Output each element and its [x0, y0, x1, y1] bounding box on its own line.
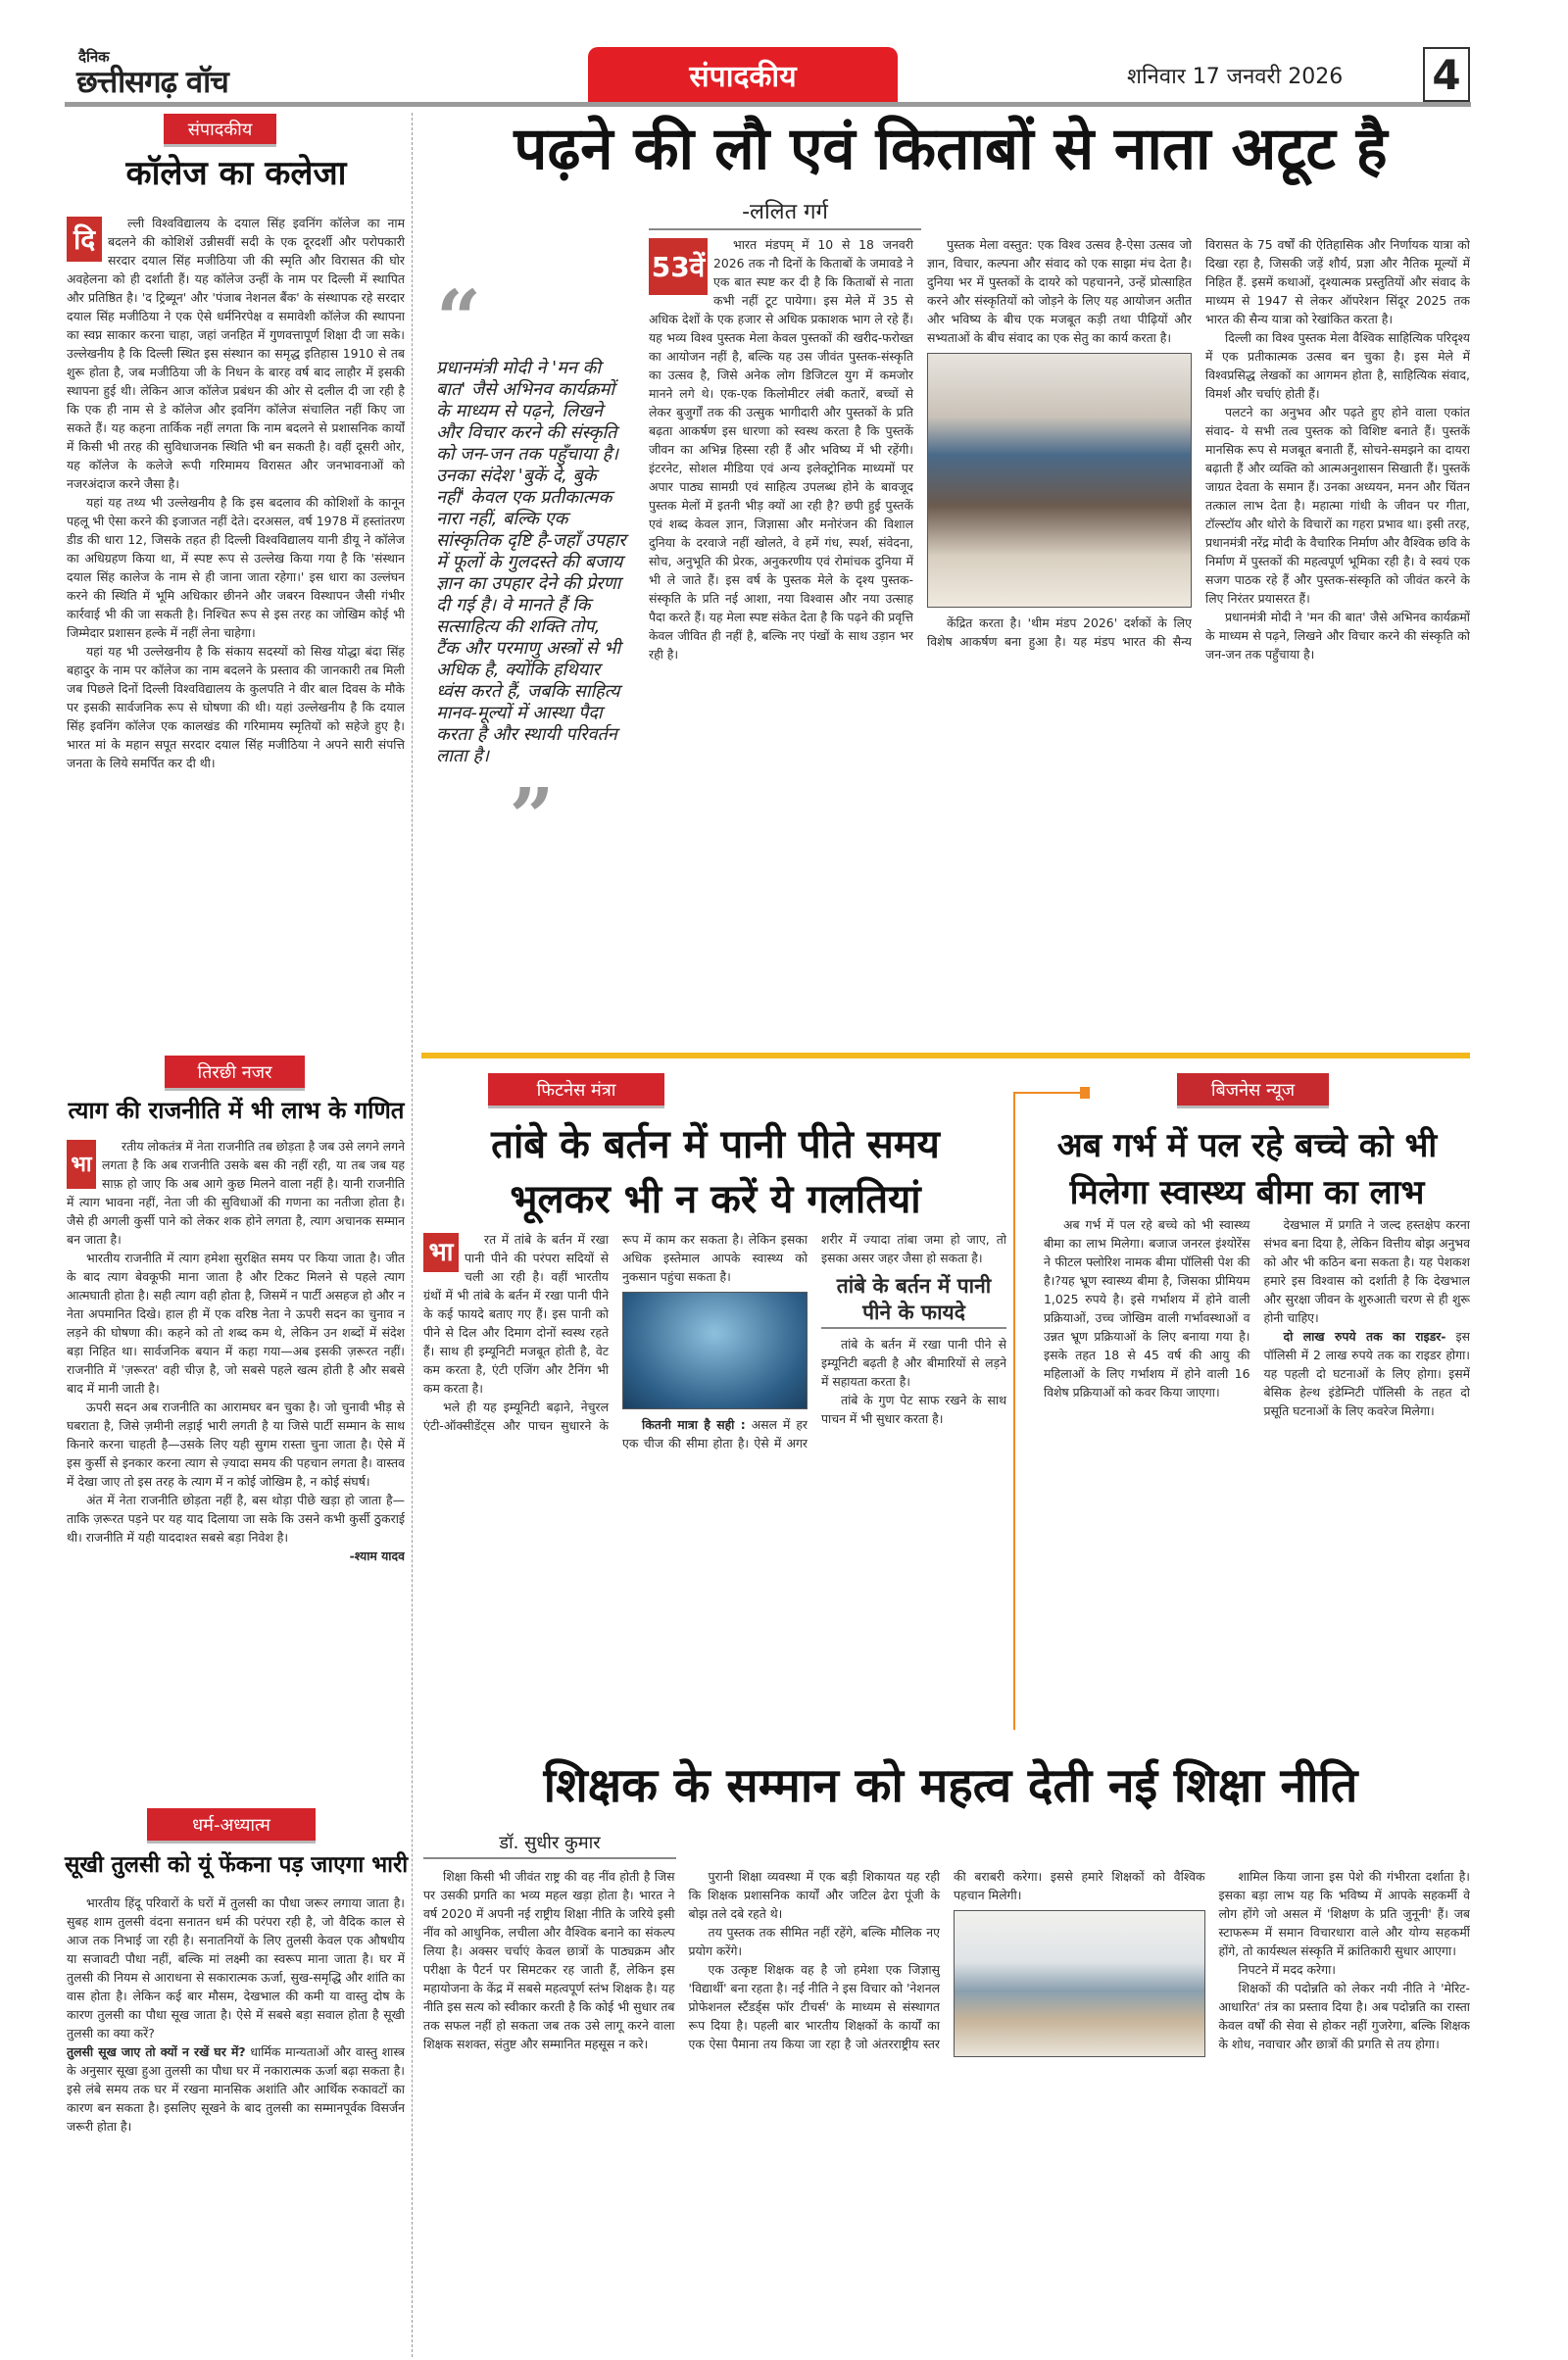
- paragraph: निपटने में मदद करेगा।: [1238, 1962, 1337, 1977]
- paragraph: प्रधानमंत्री मोदी ने 'मन की बात' जैसे अभिनव कार्यक्रमों के माध्यम से पढ़ने, लिखने और विचार करने की संस्कृति को जन-जन तक पहुँचाया है।: [1205, 610, 1470, 662]
- drop-cap: भा: [423, 1233, 459, 1272]
- lead-body: [649, 235, 1470, 1044]
- politics-headline-text: त्याग की राजनीति में भी लाभ के गणित: [68, 1097, 405, 1124]
- page-number: 4: [1423, 47, 1470, 102]
- education-headline-text: शिक्षक के सम्मान को महत्व देती नई शिक्षा नीति: [543, 1758, 1358, 1813]
- drop-cap: 53वें: [649, 238, 708, 295]
- fitness-box-title: तांबे के बर्तन में पानी पीने के फायदे: [821, 1273, 1006, 1329]
- pull-quote: [436, 279, 627, 846]
- editorial-headline-text: कॉलेज का कलेजा: [125, 154, 347, 193]
- business-label: बिजनेस न्यूज: [1177, 1073, 1329, 1108]
- paragraph: ऊपरी सदन अब राजनीति का आरामघर बन चुका है। जो चुनावी भीड़ से घबराता है, जिसे ज़मीनी लड़ाई भारी लगती है या जिसे पार्टी सम्मान के साथ किनारे करना चाहती है—उसके लिए यही सुगम रास्ता चुना जाता है। ऐसे में इस कुर्सी से इनकार करना त्याग से ज़्यादा समय की पहचान लगता है। वास्तव में देखा जाए तो इस तरह के त्याग में न कोई जोखिम है, न कोई संघर्ष।: [67, 1400, 405, 1489]
- fitness-headline-line2-text: भूलकर भी न करें ये गलतियां: [510, 1177, 921, 1222]
- fitness-subhead: कितनी मात्रा है सही :: [642, 1417, 746, 1432]
- fitness-body: [423, 1230, 1006, 1730]
- business-headline: [1024, 1122, 1470, 1216]
- business-headline-line2: [1024, 1169, 1470, 1216]
- masthead-rule: [65, 102, 1471, 107]
- paragraph: यहां यह भी उल्लेखनीय है कि संकाय सदस्यों को सिख योद्धा बंदा सिंह बहादुर के नाम पर कॉलेज का नाम बदलने के प्रस्ताव की जानकारी तब मिली जब पिछले दिनों दिल्ली विश्वविद्यालय के कुलपति ने वीर बाल दिवस के मौके पर इसकी सार्वजनिक रूप से घोषणा की थी। यहां उल्लेखनीय है कि दयाल सिंह इवनिंग कॉलेज एक कालखंड की गरिमामय स्मृतियों को सहेजे हुए है। भारत मां के महान सपूत सरदार दयाल सिंह मजीठिया ने अपने सारी संपत्ति जनता के लिये समर्पित कर दी थी।: [67, 644, 405, 770]
- fitness-headline-line2: [421, 1172, 1009, 1227]
- lead-author: -ललित गर्ग: [649, 196, 921, 230]
- paragraph: रतीय लोकतंत्र में नेता राजनीति तब छोड़ता है जब उसे लगने लगने लगता है कि अब राजनीति उसके बस की नहीं रही, या तब जब यह साफ़ हो जाए कि अब आगे कुछ मिलने वाला नहीं है। यानी राजनीति में त्याग भावना नहीं, नेता जी की सुविधाओं की गणना का नतीजा होता है। जैसे ही अगली कुर्सी पाने को लेकर शक होने लगता है, त्याग अचानक सम्मान बन जाता है।: [67, 1139, 405, 1247]
- classroom-photo: [954, 1910, 1205, 2057]
- fitness-subhead-text: असल में हर एक चीज की सीमा होता है। ऐसे में अगर शरीर में ज्यादा तांबा जमा हो जाए, तो इसका असर जहर जैसा हो सकता है।: [622, 1232, 1006, 1450]
- politics-label: तिरछी नजर: [165, 1056, 305, 1091]
- business-subhead-text: इस पॉलिसी में 2 लाख रुपये तक का राइडर होगा। यह पहली दो घटनाओं के लिए होगा। इसमें बेसिक हेल्थ इंडेम्निटी पॉलिसी के तहत दो प्रसूति घटनाओं के लिए कवरेज मिलेगा।: [1263, 1329, 1470, 1418]
- paragraph: भले ही यह इम्यूनिटी बढ़ाने, नेचुरल एंटी-ऑक्सीडेंट्स और पाचन सुधारने के रूप में काम कर सकता है। लेकिन इसका अधिक इस्तेमाल आपके स्वास्थ्य को नुकसान पहुंचा सकता है।: [423, 1232, 808, 1433]
- section-tab: संपादकीय: [588, 47, 898, 103]
- paragraph: अब गर्भ में पल रहे बच्चे को भी स्वास्थ्य बीमा का लाभ मिलेगा। बजाज जनरल इंश्योरेंस ने फीटल फ्लोरिश नामक बीमा पॉलिसी पेश की है।?यह भ्रूण स्वास्थ्य बीमा है, जिसका प्रीमियम 1,025 रुपये है। इसे गर्भाशय में होने वाली प्रक्रियाओं, उच्च जोखिम वाली गर्भावस्थाओं व उन्नत भ्रूण प्रक्रियाओं के लिए बनाया गया है। इसके तहत 18 से 45 वर्ष की आयु की महिलाओं के लिए गर्भाशय में होने वाली 16 विशेष प्रक्रियाओं को कवर किया जाएगा।: [1044, 1217, 1250, 1400]
- editorial-body: [67, 214, 405, 1047]
- copper-bottle-photo: [622, 1292, 808, 1409]
- religion-headline: [65, 1852, 408, 1878]
- newspaper-logo: छत्तीसगढ़ वॉच: [76, 65, 228, 100]
- religion-headline-text: सूखी तुलसी को यूं फेंकना पड़ जाएगा भारी: [65, 1852, 409, 1878]
- education-author: डॉ. सुधीर कुमार: [423, 1831, 676, 1859]
- fitness-headline-line1-text: तांबे के बर्तन में पानी पीते समय: [491, 1122, 940, 1167]
- issue-date: शनिवार 17 जनवरी 2026: [1127, 65, 1344, 89]
- drop-cap: भा: [67, 1140, 96, 1189]
- paragraph: दिल्ली का विश्व पुस्तक मेला वैश्विक साहित्यिक परिदृश्य में एक प्रतीकात्मक उत्सव बन चुका है। इस मेले में विश्वप्रसिद्ध लेखकों का आगमन होता है, साहित्यिक संवाद, विमर्श और चर्चाएं होती हैं।: [1205, 330, 1470, 401]
- paragraph: रत में तांबे के बर्तन में रखा पानी पीने की परंपरा सदियों से चली आ रही है। वहीं भारतीय ग्रंथों में भी तांबे के बर्तन में रखा पानी पीने के कई फायदे बताए गए हैं। इस पानी को पीने से दिल और दिमाग दोनों स्वस्थ रहते हैं। साथ ही इम्यूनिटी मजबूत होती है, वेट कम करता है, एंटी एजिंग और टैनिंग भी कम करता है।: [423, 1232, 609, 1396]
- pull-quote-text: प्रधानमंत्री मोदी ने 'मन की बात' जैसे अभिनव कार्यक्रमों के माध्यम से पढ़ने, लिखने और विचार करने की संस्कृति को जन-जन तक पहुँचाया है। उनका संदेश 'बुकें दे, बुके नहीं' केवल एक प्रतीकात्मक नारा नहीं, बल्कि एक सांस्कृतिक दृष्टि है-जहाँ उपहार में फूलों के गुलदस्ते की बजाय ज्ञान का उपहार देने की प्रेरणा दी गई है। वे मानते हैं कि सत्साहित्य की शक्ति तोप, टैंक और परमाणु अस्त्रों से भी अधिक है, क्योंकि हथियार ध्वंस करते हैं, जबकि साहित्य मानव-मूल्यों में आस्था पैदा करता है और स्थायी परिवर्तन लाता है।: [436, 358, 626, 766]
- paragraph: भारतीय हिंदू परिवारों के घरों में तुलसी का पौधा जरूर लगाया जाता है। सुबह शाम तुलसी वंदना सनातन धर्म की परंपरा रही है, जो वैदिक काल से आज तक निभाई जा रही है। सनातनियों के लिए तुलसी केवल एक औषधीय या सजावटी पौधा नहीं, बल्कि मां लक्ष्मी का स्वरूप माना जाता है। घर में तुलसी की नियम से आराधना से सकारात्मक ऊर्जा, सुख-समृद्धि और शांति का वास होता है। लेकिन कई बार मौसम, देखभाल की कमी या वास्तु दोष के कारण तुलसी का पौधा सूख जाता है। ऐसे में सबसे बड़ा सवाल होता है सूखी तुलसी का क्या करें?: [67, 1895, 405, 2040]
- education-headline: [431, 1759, 1470, 1813]
- paragraph: एक उत्कृष्ट शिक्षक वह है जो हमेशा एक जिज्ञासु 'विद्यार्थी' बना रहता है। नई नीति ने इस विचार को 'नेशनल प्रोफेशनल स्टैंडर्ड्स फॉर टीचर्स' के माध्यम से संस्थागत रूप दिया है। पहली बार भारतीय शिक्षकों के कार्यों का एक ऐसा पैमाना तय किया जा रहा है जो अंतरराष्ट्रीय स्तर की बराबरी करेगा। इससे हमारे शिक्षकों को वैश्विक पहचान मिलेगी।: [688, 1869, 1205, 2051]
- paragraph: तांबे के बर्तन में रखा पानी पीने से इम्यूनिटी बढ़ती है और बीमारियों से लड़ने में सहायता करता है।: [821, 1336, 1006, 1389]
- politics-headline: [65, 1098, 408, 1125]
- business-body: [1044, 1215, 1470, 1730]
- editorial-label: संपादकीय: [164, 114, 276, 147]
- close-quote-icon: ”: [509, 777, 555, 846]
- paragraph: शिक्षकों की पदोन्नति को लेकर नयी नीति ने 'मेरिट-आधारित' तंत्र का प्रस्ताव दिया है। अब पदोन्नति का रास्ता केवल वर्षों की सेवा से होकर नहीं गुजरेगा, बल्कि शिक्षक के शोध, नवाचार और छात्रों की प्रगति से तय होगा।: [1218, 1981, 1470, 2051]
- religion-label: धर्म-अध्यात्म: [147, 1808, 316, 1844]
- divider-marker: [1080, 1087, 1090, 1099]
- paragraph: तय पुस्तक तक सीमित नहीं रहेंगे, बल्कि मौलिक नए प्रयोग करेंगे।: [688, 1925, 940, 1958]
- paragraph: शामिल किया जाना इस पेशे की गंभीरता दर्शाता है। इसका बड़ा लाभ यह कि भविष्य में आपके सहकर्मी वे लोग होंगे जो असल में 'शिक्षण के प्रति जुनूनी' हैं। जब स्टाफरूम में समान विचारधारा वाले और योग्य सहकर्मी होंगे, तो कार्यस्थल संस्कृति में क्रांतिकारी सुधार आएगा।: [1218, 1869, 1470, 1958]
- fitness-headline-line1: [421, 1117, 1009, 1172]
- lead-headline-text: पढ़ने की लौ एवं किताबों से नाता अटूट है: [514, 115, 1388, 183]
- business-headline-line1: [1024, 1122, 1470, 1169]
- business-subhead: दो लाख रुपये तक का राइडर-: [1283, 1329, 1446, 1344]
- paragraph: अंत में नेता राजनीति छोड़ता नहीं है, बस थोड़ा पीछे खड़ा हो जाता है—ताकि ज़रूरत पड़ने पर यह याद दिलाया जा सके कि उसने कभी कुर्सी ठुकराई थी। राजनीति में यही याददाश्त सबसे बड़ा निवेश है।: [67, 1493, 405, 1545]
- drop-cap: दि: [67, 217, 102, 262]
- paragraph: शिक्षा किसी भी जीवंत राष्ट्र की वह नींव होती है जिस पर उसकी प्रगति का भव्य महल खड़ा होता है। भारत ने वर्ष 2020 में अपनी नई राष्ट्रीय शिक्षा नीति के जरिये इसी नींव को आधुनिक, लचीला और वैश्विक बनाने का संकल्प लिया है। अक्सर चर्चाएं केवल छात्रों के पाठ्यक्रम और परीक्षा के पैटर्न पर सिमटकर रह जाती हैं, लेकिन इस महायोजना के केंद्र में सबसे महत्वपूर्ण स्तंभ शिक्षक है। यह नीति इस सत्य को स्वीकार करती है कि कोई भी सुधार तब तक सफल नहीं हो सकता जब तक उसे लागू करने वाला शिक्षक सशक्त, संतुष्ट और सम्मानित महसूस न करे।: [423, 1869, 675, 2051]
- business-headline-line1-text: अब गर्भ में पल रहे बच्चे को भी: [1056, 1126, 1438, 1165]
- religion-subhead: तुलसी सूख जाए तो क्यों न रखें घर में?: [67, 2044, 246, 2059]
- paragraph: तांबे के गुण पेट साफ रखने के साथ पाचन में भी सुधार करता है।: [821, 1392, 1006, 1426]
- open-quote-icon: “: [436, 279, 482, 348]
- politics-body: [67, 1137, 405, 1774]
- divider-arm: [1013, 1092, 1082, 1094]
- paragraph: केंद्रित करता है। 'थीम मंडप 2026' दर्शकों के लिए विशेष आकर्षण बना हुआ है। यह मंडप भारत की सैन्य विरासत के 75 वर्षों की ऐतिहासिक और निर्णायक यात्रा को दिखा रहा है, जिसकी जड़ें शौर्य, प्रज्ञा और नैतिक मूल्यों में निहित हैं. इसमें कथाओं, दृश्यात्मक प्रस्तुतियों और संवाद के माध्यम से 1947 से लेकर ऑपरेशन सिंदूर 2025 तक भारत की सैन्य यात्रा को रेखांकित करता है।: [927, 237, 1470, 649]
- education-body: [423, 1867, 1470, 2357]
- column-divider: [412, 113, 413, 2357]
- paragraph: पुरानी शिक्षा व्यवस्था में एक बड़ी शिकायत यह रही कि शिक्षक प्रशासनिक कार्यों और जटिल ढेरा पूंजी के बोझ तले दबे रहते थे।: [688, 1869, 940, 1921]
- section-divider: [1013, 1093, 1015, 1730]
- paragraph: पलटने का अनुभव और पढ़ते हुए होने वाला एकांत संवाद- ये सभी तत्व पुस्तक को विशिष्ट बनाते हैं। पुस्तकें मानसिक रूप से मजबूत बनाती हैं, सोचने-समझने का दायरा बढ़ाती हैं और व्यक्ति को आत्मअनुशासन सिखाती हैं। पुस्तकें जाग्रत देवता के समान हैं। उनका अध्ययन, मनन और चिंतन तत्काल लाभ देता है। महात्मा गांधी के जीवन पर गीता, टॉल्स्टॉय और थोरो के विचारों का गहरा प्रभाव था। इसी तरह, प्रधानमंत्री नरेंद्र मोदी के वैचारिक निर्माण और वैश्विक छवि के निर्माण में पुस्तकों की महत्वपूर्ण भूमिका रही है। वे स्वयं एक सजग पाठक रहे हैं और पुस्तक-संस्कृति को जीवंत करने के लिए निरंतर प्रयासरत हैं।: [1205, 405, 1470, 606]
- editorial-headline: [65, 155, 408, 193]
- lead-headline: [431, 116, 1470, 183]
- religion-body: [67, 1893, 405, 2354]
- fitness-label: फिटनेस मंत्रा: [488, 1073, 664, 1108]
- paragraph: भारत मंडपम् में 10 से 18 जनवरी 2026 तक नौ दिनों के किताबों के जमावडे ने एक बात स्पष्ट कर दी है कि किताबों से नाता कभी नहीं टूट पायेगा। इस मेले में 35 से अधिक देशों के एक हजार से अधिक प्रकाशक भाग ले रहे हैं। यह भव्य विश्व पुस्तक मेला केवल पुस्तकों की खरीद-फरोख्त का आयोजन नहीं है, बल्कि यह उस जीवंत पुस्तक-संस्कृति का उत्सव है, जिसे अनेक लोग डिजिटल युग में कमजोर मानने लगे थे। एक-एक किलोमीटर लंबी कतारें, बच्चों से लेकर बुजुर्गों तक की उत्सुक भागीदारी और पुस्तकों के प्रति बढ़ता आकर्षण इस धारणा को स्वस्थ करता है कि पुस्तकें जीवन का अभिन्न हिस्सा रही हैं और भविष्य में भी रहेंगी। इंटरनेट, सोशल मीडिया एवं अन्य इलेक्ट्रोनिक माध्यमों पर अपार पाठ्य सामग्री एवं साहित्य उपलब्ध होने के बावजूद पुस्तक मेलों में इतनी भीड़ क्यों आ रही है? छपी हुई पुस्तकें एवं शब्द केवल ज्ञान, जिज्ञासा और मनोरंजन की विशाल दुनिया के दरवाजे नहीं खोलते, वे हमें गंध, स्पर्श, संवेदना, सोच, अनुभूति की प्रेरक, अनुकरणीय एवं रोमांचक दुनिया में भी ले जाते हैं। इस वर्ष के पुस्तक मेले के दृश्य पुस्तक-संस्कृति के प्रति नई आशा, नया विश्वास और नया उत्साह पैदा करते हैं। यह मेला स्पष्ट संकेत देता है कि पढ़ने की प्रवृत्ति केवल जीवित ही नहीं है, बल्कि नए पंखों के साथ उड़ान भर रही है।: [649, 237, 913, 662]
- paragraph: देखभाल में प्रगति ने जल्द हस्तक्षेप करना संभव बना दिया है, लेकिन वित्तीय बोझ अनुभव को और भी कठिन बना सकता है। यह पेशकश हमारे इस विश्वास को दर्शाती है कि देखभाल और सुरक्षा जीवन के शुरुआती चरण से ही शुरू होनी चाहिए।: [1263, 1217, 1470, 1325]
- paragraph: भारतीय राजनीति में त्याग हमेशा सुरक्षित समय पर किया जाता है। जीत के बाद त्याग बेवकूफी माना जाता है और टिकट मिलने से पहले त्याग आत्मघाती होता है। सही त्याग वही होता है, जिसमें न पार्टी असहज हो और न नेता अपमानित दिखे। हाल ही में एक वरिष्ठ नेता ने ऊपरी सदन का चुनाव न लड़ने की घोषणा की। कहने को तो शब्द कम थे, लेकिन उन शब्दों में संदेश बड़ा निहित था। सार्वजनिक बयान में कहा गया—अब इसकी ज़रूरत नहीं। राजनीति में 'ज़रूरत' वही चीज़ है, जो सबसे पहले खत्म होती है और सबसे बाद में मानी जाती है।: [67, 1251, 405, 1396]
- paragraph: पुस्तक मेला वस्तुत: एक विश्व उत्सव है-ऐसा उत्सव जो ज्ञान, विचार, कल्पना और संवाद को एक साझा मंच देता है। दुनिया भर में पुस्तकों के दायरे को पहचानने, उन्हें प्रोत्साहित करने और संस्कृतियों को जोड़ने के लिए यह आयोजन अतीत और भविष्य के बीच एक मजबूत कड़ी तथा पीढ़ियों और सभ्यताओं के बीच संवाद का एक सेतु का कार्य करता है।: [927, 237, 1192, 345]
- book-fair-photo: [927, 353, 1192, 608]
- logo-tagline: दैनिक: [78, 48, 110, 66]
- section-rule: [421, 1053, 1470, 1058]
- fitness-headline: [421, 1117, 1009, 1227]
- paragraph: यहां यह तथ्य भी उल्लेखनीय है कि इस बदलाव की कोशिशों के कानून पहलू भी ऐसा करने की इजाजत नहीं देते। दरअसल, वर्ष 1978 में हस्तांतरण डीड की धारा 12, जिसके तहत ही दिल्ली विश्वविद्यालय यानी डीयू ने कॉलेज का अधिग्रहण किया था, में स्पष्ट रूप से उल्लेख किया गया है कि 'संस्थान दयाल सिंह कालेज के नाम से ही जाना जाता रहेगा।' इस धारा का उल्लंघन करने की स्थिति में भूमि अधिकार छीनने और जबरन विस्थापन जैसी गंभीर कार्रवाई भी की जा सकती है। निश्चित रूप से इस तरह का जोखिम कोई भी जिम्मेदार प्रशासन हल्के में नहीं लेना चाहेगा।: [67, 495, 405, 640]
- business-headline-line2-text: मिलेगा स्वास्थ्य बीमा का लाभ: [1069, 1173, 1425, 1212]
- paragraph: ल्ली विश्वविद्यालय के दयाल सिंह इवनिंग कॉलेज का नाम बदलने की कोशिशें उन्नीसवीं सदी के एक दूरदर्शी और परोपकारी सरदार दयाल सिंह मजीठिया जी की स्मृति और विरासत की घोर अवहेलना को ही दर्शाती हैं। यह कॉलेज उन्हीं के नाम पर दिल्ली में स्थापित और प्रतिष्ठित है। 'द ट्रिब्यून' और 'पंजाब नेशनल बैंक' के संस्थापक रहे सरदार दयाल सिंह मजीठिया ने एक ऐसे धर्मनिरपेक्ष व समावेशी कॉलेज की स्थापना का स्वप्न साकार करना चाहा, जहां जनहित में गुणवत्तापूर्ण शिक्षा दी जा सके। उल्लेखनीय है कि दिल्ली स्थित इस संस्थान का समृद्ध इतिहास 1910 से तब शुरू होता है, जब मजीठिया जी के निधन के बारह वर्ष बाद लाहौर में इसकी स्थापना हुई थी। लेकिन आज कॉलेज प्रबंधन की ओर से दलील दी जा रही है कि एक ही नाम से डे कॉलेज और इवनिंग कॉलेज संचालित नहीं किए जा सकते हैं। यह कहना तार्किक नहीं लगता कि नाम बदलने से प्रशासनिक कार्यों में किसी भी तरह की सुविधाजनक स्थिति भी बन सकती है। वहीं दूसरी ओर, यह कॉलेज के कलेजे रूपी गरिमामय विरासत और जनभावनाओं को नजरअंदाज करने जैसा है।: [67, 216, 405, 491]
- politics-author: -श्याम यादव: [349, 1549, 405, 1563]
- religion-subhead-text: धार्मिक मान्यताओं और वास्तु शास्त्र के अनुसार सूखा हुआ तुलसी का पौधा घर में नकारात्मक ऊर्जा बढ़ा सकता है। इसे लंबे समय तक घर में रखना मानसिक अशांति और आर्थिक रुकावटों का कारण बन सकता है। इसलिए सूखने के बाद तुलसी का सम्मानपूर्वक विसर्जन जरूरी होता है।: [67, 2044, 405, 2134]
